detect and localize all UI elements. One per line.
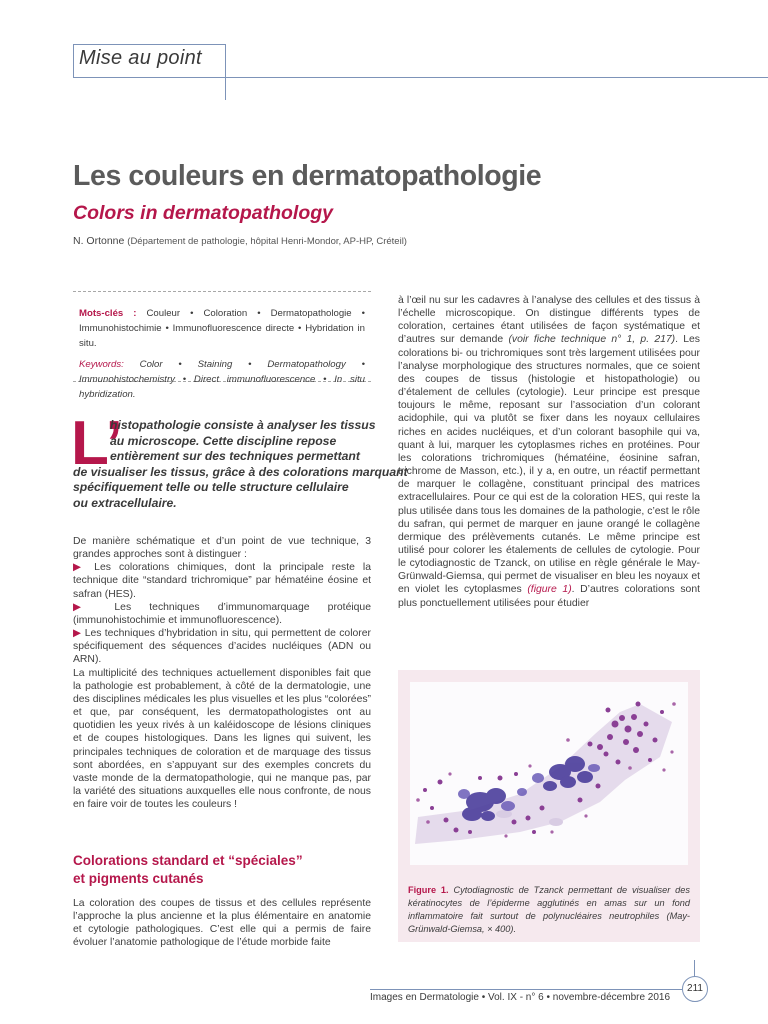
triangle-bullet-icon: ▶: [73, 562, 87, 574]
keywords-box: [73, 291, 371, 400]
author-line: [73, 235, 407, 247]
drop-cap: L’: [71, 409, 123, 478]
triangle-bullet-icon: ▶: [73, 601, 97, 613]
intro-line: de visualiser les tissus, grâce à des colorations marquant: [73, 464, 408, 479]
section-label: Mise au point: [79, 47, 202, 69]
article-title: Les couleurs en dermatopathologie: [73, 160, 542, 192]
header-rule-left: [73, 44, 74, 77]
bullet-item: ▶ Les techniques d’hybridation in situ, qui permettent de colorer spécifiquement des séquences d’acides nucléiques (ADN ou ARN).: [73, 628, 371, 666]
triangle-bullet-icon: ▶: [73, 628, 82, 640]
header-rule-top: [73, 44, 225, 45]
footer-rule-vertical: [694, 960, 695, 977]
figure-caption: Figure 1. Cytodiagnostic de Tzanck permettant de visualiser des kératinocytes de l’épiderme agglutinés en amas sur un fond inflammatoire fait surtout de polynucléaires neutrophiles (May-Grünwald-Giemsa, × 400).: [408, 885, 690, 934]
intro-line: spécifiquement telle ou telle structure cellulaire: [73, 480, 349, 494]
intro-line: au microscope. Cette discipline repose: [110, 433, 337, 448]
journal-footer: Images en Dermatologie • Vol. IX - n° 6 • novembre-décembre 2016: [370, 992, 671, 1003]
body-paragraph: De manière schématique et d’un point de vue technique, 3 grandes approches sont à distinguer :: [73, 536, 371, 561]
footer-rule: [370, 989, 682, 990]
page-number: 211: [682, 976, 708, 1002]
keywords-fr-label: Mots-clés :: [79, 308, 137, 319]
intro-line: histopathologie consiste à analyser les tissus: [110, 418, 376, 432]
keywords-en-label: Keywords:: [79, 359, 124, 370]
keywords-fr-text: Couleur • Coloration • Dermatopathologie • Immunohistochimie • Immunofluorescence directe • Hybridation in situ.: [79, 308, 365, 349]
body-paragraph: La multiplicité des techniques actuellement disponibles fait que la pathologie est probablement, à côté de la dermatologie, une des disciplines médicales les plus visuelles et les plus “colorées” et que, par conséquent, les dermatopathologistes ont au quotidien les yeux rivés à un kaléidoscope de lésions cliniques et de coupes histologiques. Dans les lignes qui suivent, les principales techniques de coloration et de marquage des tissus sont abordées, en s’appuyant sur des exemples concrets du vaste monde de la dermatopathologie, qui ne manque pas, par la variété des situations auxquelles elle nous confronte, de nous en faire voir de toutes les couleurs !: [73, 667, 371, 811]
article-subtitle: Colors in dermatopathology: [73, 202, 334, 224]
micrograph-svg: [410, 682, 688, 865]
intro-line: ou extracellulaire.: [73, 495, 177, 510]
figure-label: Figure 1.: [408, 885, 449, 895]
body-paragraph: La coloration des coupes de tissus et des cellules représente l’approche la plus ancienne et la plus élémentaire en anatomie et cytologie pathologiques. C’est elle qui a permis de faire évoluer l’anatomie pathologique de l’étude morbide faite: [73, 898, 371, 949]
bullet-item: ▶ Les techniques d’immunomarquage protéique (immunohistochimie et immunofluorescence).: [73, 601, 371, 626]
section-heading: Colorations standard et “spéciales” et pigments cutanés: [73, 853, 303, 886]
micrograph-image: [410, 682, 688, 865]
author-affiliation: (Département de pathologie, hôpital Henri-Mondor, AP-HP, Créteil): [127, 236, 407, 247]
figure-reference-link[interactable]: (figure 1): [527, 584, 572, 596]
keywords-fr: [79, 306, 365, 351]
body-paragraph: à l’œil nu sur les cadavres à l’analyse des cellules et des tissus à l’échelle microscopique. On distingue différents types de coloration, certaines étant utilisées de façon systématique et d’autres sur demande (voir fiche technique n° 1, p. 217). Les colorations bi- ou trichromiques sont très largement utilisées pour l’analyse morphologique des structures normales, que ce soient des coupes de tissus (histologie et histopathologie) ou d’étalement de cellules (cytologie). Leur principe est presque toujours le même, reposant sur l’association d’un colorant acidophile, qui va plutôt se fixer dans les noyaux cellulaires riches en acides nucléiques, et d’un colorant basophile qui va, quant à lui, marquer les cytoplasmes riches en protéines. Pour les colorations trichromiques (hématéine, éosinine safran, trichrome de Masson, etc.), il y a, en outre, un réactif permettant de marquer le collagène, constituant principal des matrices extracellulaires. Pour ce qui est de la coloration HES, qui reste la plus utilisée dans tous les domaines de la pathologie, c’est le rôle du safran, qui permet de marquer en jaune orangé le collagène dermique des prélèvements cutanés. Le même principe est utilisé pour colorer les étalements de cellules de cytologie. Pour le cytodiagnostic de Tzanck, on utilise en règle générale le May-Grünwald-Giemsa, qui permet de visualiser en bleu les noyaux et en violet les cytoplasmes (figure 1). D’autres colorations sont plus ponctuellement utilisées pour étudier: [398, 295, 700, 609]
header-rule-right: [225, 44, 226, 100]
bullet-item: ▶ Les colorations chimiques, dont la principale reste la technique dite “standard trichromique” par hématéine éosine et safran (HES).: [73, 562, 371, 600]
left-column-upper: [73, 535, 371, 811]
header-rule-bottom: [73, 77, 768, 78]
right-column-text: [398, 294, 700, 610]
figure-reference-link[interactable]: (voir fiche technique n° 1, p. 217): [508, 334, 676, 346]
left-column-lower: [73, 897, 371, 950]
intro-line: entièrement sur des techniques permettant: [110, 449, 360, 463]
figure-1: [398, 670, 700, 942]
keywords-en: [79, 357, 365, 402]
keywords-en-text: Color • Staining • Dermatopathology • Immunohistochemistry • Direct immunofluorescence • In situ hybridization.: [79, 359, 365, 400]
author-name: N. Ortonne: [73, 235, 125, 247]
intro-paragraph: [73, 418, 408, 511]
